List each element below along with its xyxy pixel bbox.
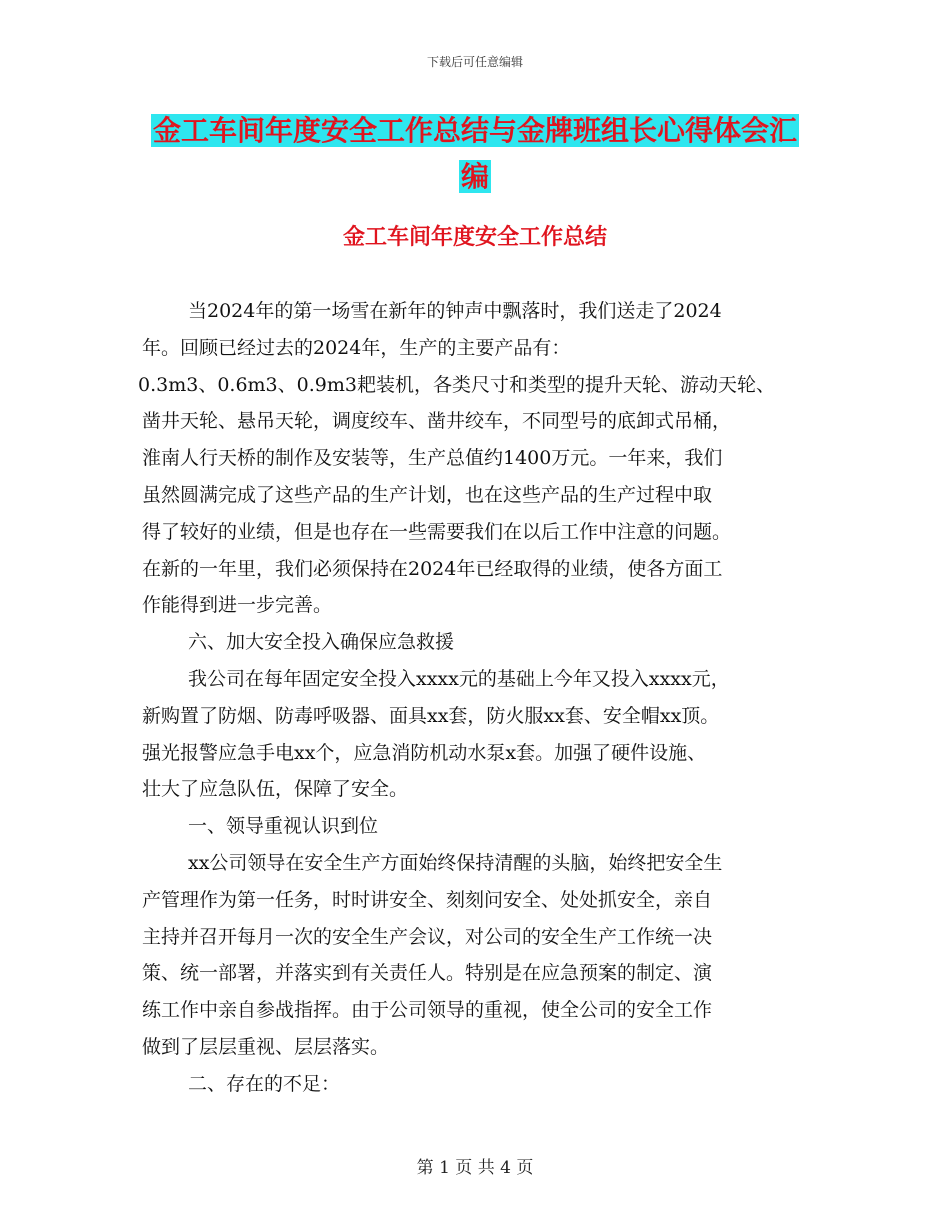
page-footer: 第 1 页 共 4 页: [416, 1158, 534, 1178]
paragraph-line: 我公司在每年固定安全投入xxxx元的基础上今年又投入xxxx元，: [188, 667, 730, 690]
paragraph-line: 当2024年的第一场雪在新年的钟声中飘落时，我们送走了2024: [188, 300, 722, 322]
subheading-line: 一、领导重视认识到位: [188, 815, 379, 838]
paragraph-line: 淮南人行天桥的制作及安装等，生产总值约1400万元。一年来，我们: [142, 447, 723, 470]
paragraph-line: 在新的一年里，我们必须保持在2024年已经取得的业绩，使各方面工: [142, 557, 723, 580]
title-line-2: 编: [460, 160, 489, 193]
section-title: 金工车间年度安全工作总结: [342, 225, 607, 250]
paragraph-line: 壮大了应急队伍，保障了安全。: [142, 778, 409, 801]
paragraph-line: 年。回顾已经过去的2024年，生产的主要产品有：: [142, 336, 571, 359]
paragraph-line: 策、统一部署，并落实到有关责任人。特别是在应急预案的制定、演: [142, 962, 713, 985]
title-line-1: 金工车间年度安全工作总结与金牌班组长心得体会汇: [152, 114, 797, 147]
subheading-line: 二、存在的不足：: [188, 1072, 341, 1095]
body-text: [138, 293, 832, 1103]
paragraph-line: 主持并召开每月一次的安全生产会议，对公司的安全生产工作统一决: [142, 925, 713, 948]
header-note: 下载后可任意编辑: [426, 55, 523, 69]
paragraph-line: 做到了层层重视、层层落实。: [142, 1035, 390, 1058]
paragraph-line: 新购置了防烟、防毒呼吸器、面具xx套，防火服xx套、安全帽xx顶。: [142, 704, 720, 727]
paragraph-line: 强光报警应急手电xx个，应急消防机动水泵x套。加强了硬件设施、: [142, 741, 707, 764]
paragraph-line: xx公司领导在安全生产方面始终保持清醒的头脑，始终把安全生: [188, 851, 723, 874]
paragraph-line: 0.3m3、0.6m3、0.9m3耙装机，各类尺寸和类型的提升天轮、游动天轮、: [138, 373, 775, 396]
document-title: [0, 108, 950, 200]
paragraph-line: 作能得到进一步完善。: [142, 594, 333, 617]
paragraph-line: 虽然圆满完成了这些产品的生产计划，也在这些产品的生产过程中取: [142, 483, 713, 506]
paragraph-line: 产管理作为第一任务，时时讲安全、刻刻问安全、处处抓安全，亲自: [142, 888, 713, 911]
paragraph-line: 凿井天轮、悬吊天轮，调度绞车、凿井绞车，不同型号的底卸式吊桶，: [142, 410, 732, 433]
subheading-line: 六、加大安全投入确保应急救援: [188, 631, 455, 654]
paragraph-line: 得了较好的业绩，但是也存在一些需要我们在以后工作中注意的问题。: [142, 520, 732, 543]
paragraph-line: 练工作中亲自参战指挥。由于公司领导的重视，使全公司的安全工作: [142, 999, 713, 1022]
